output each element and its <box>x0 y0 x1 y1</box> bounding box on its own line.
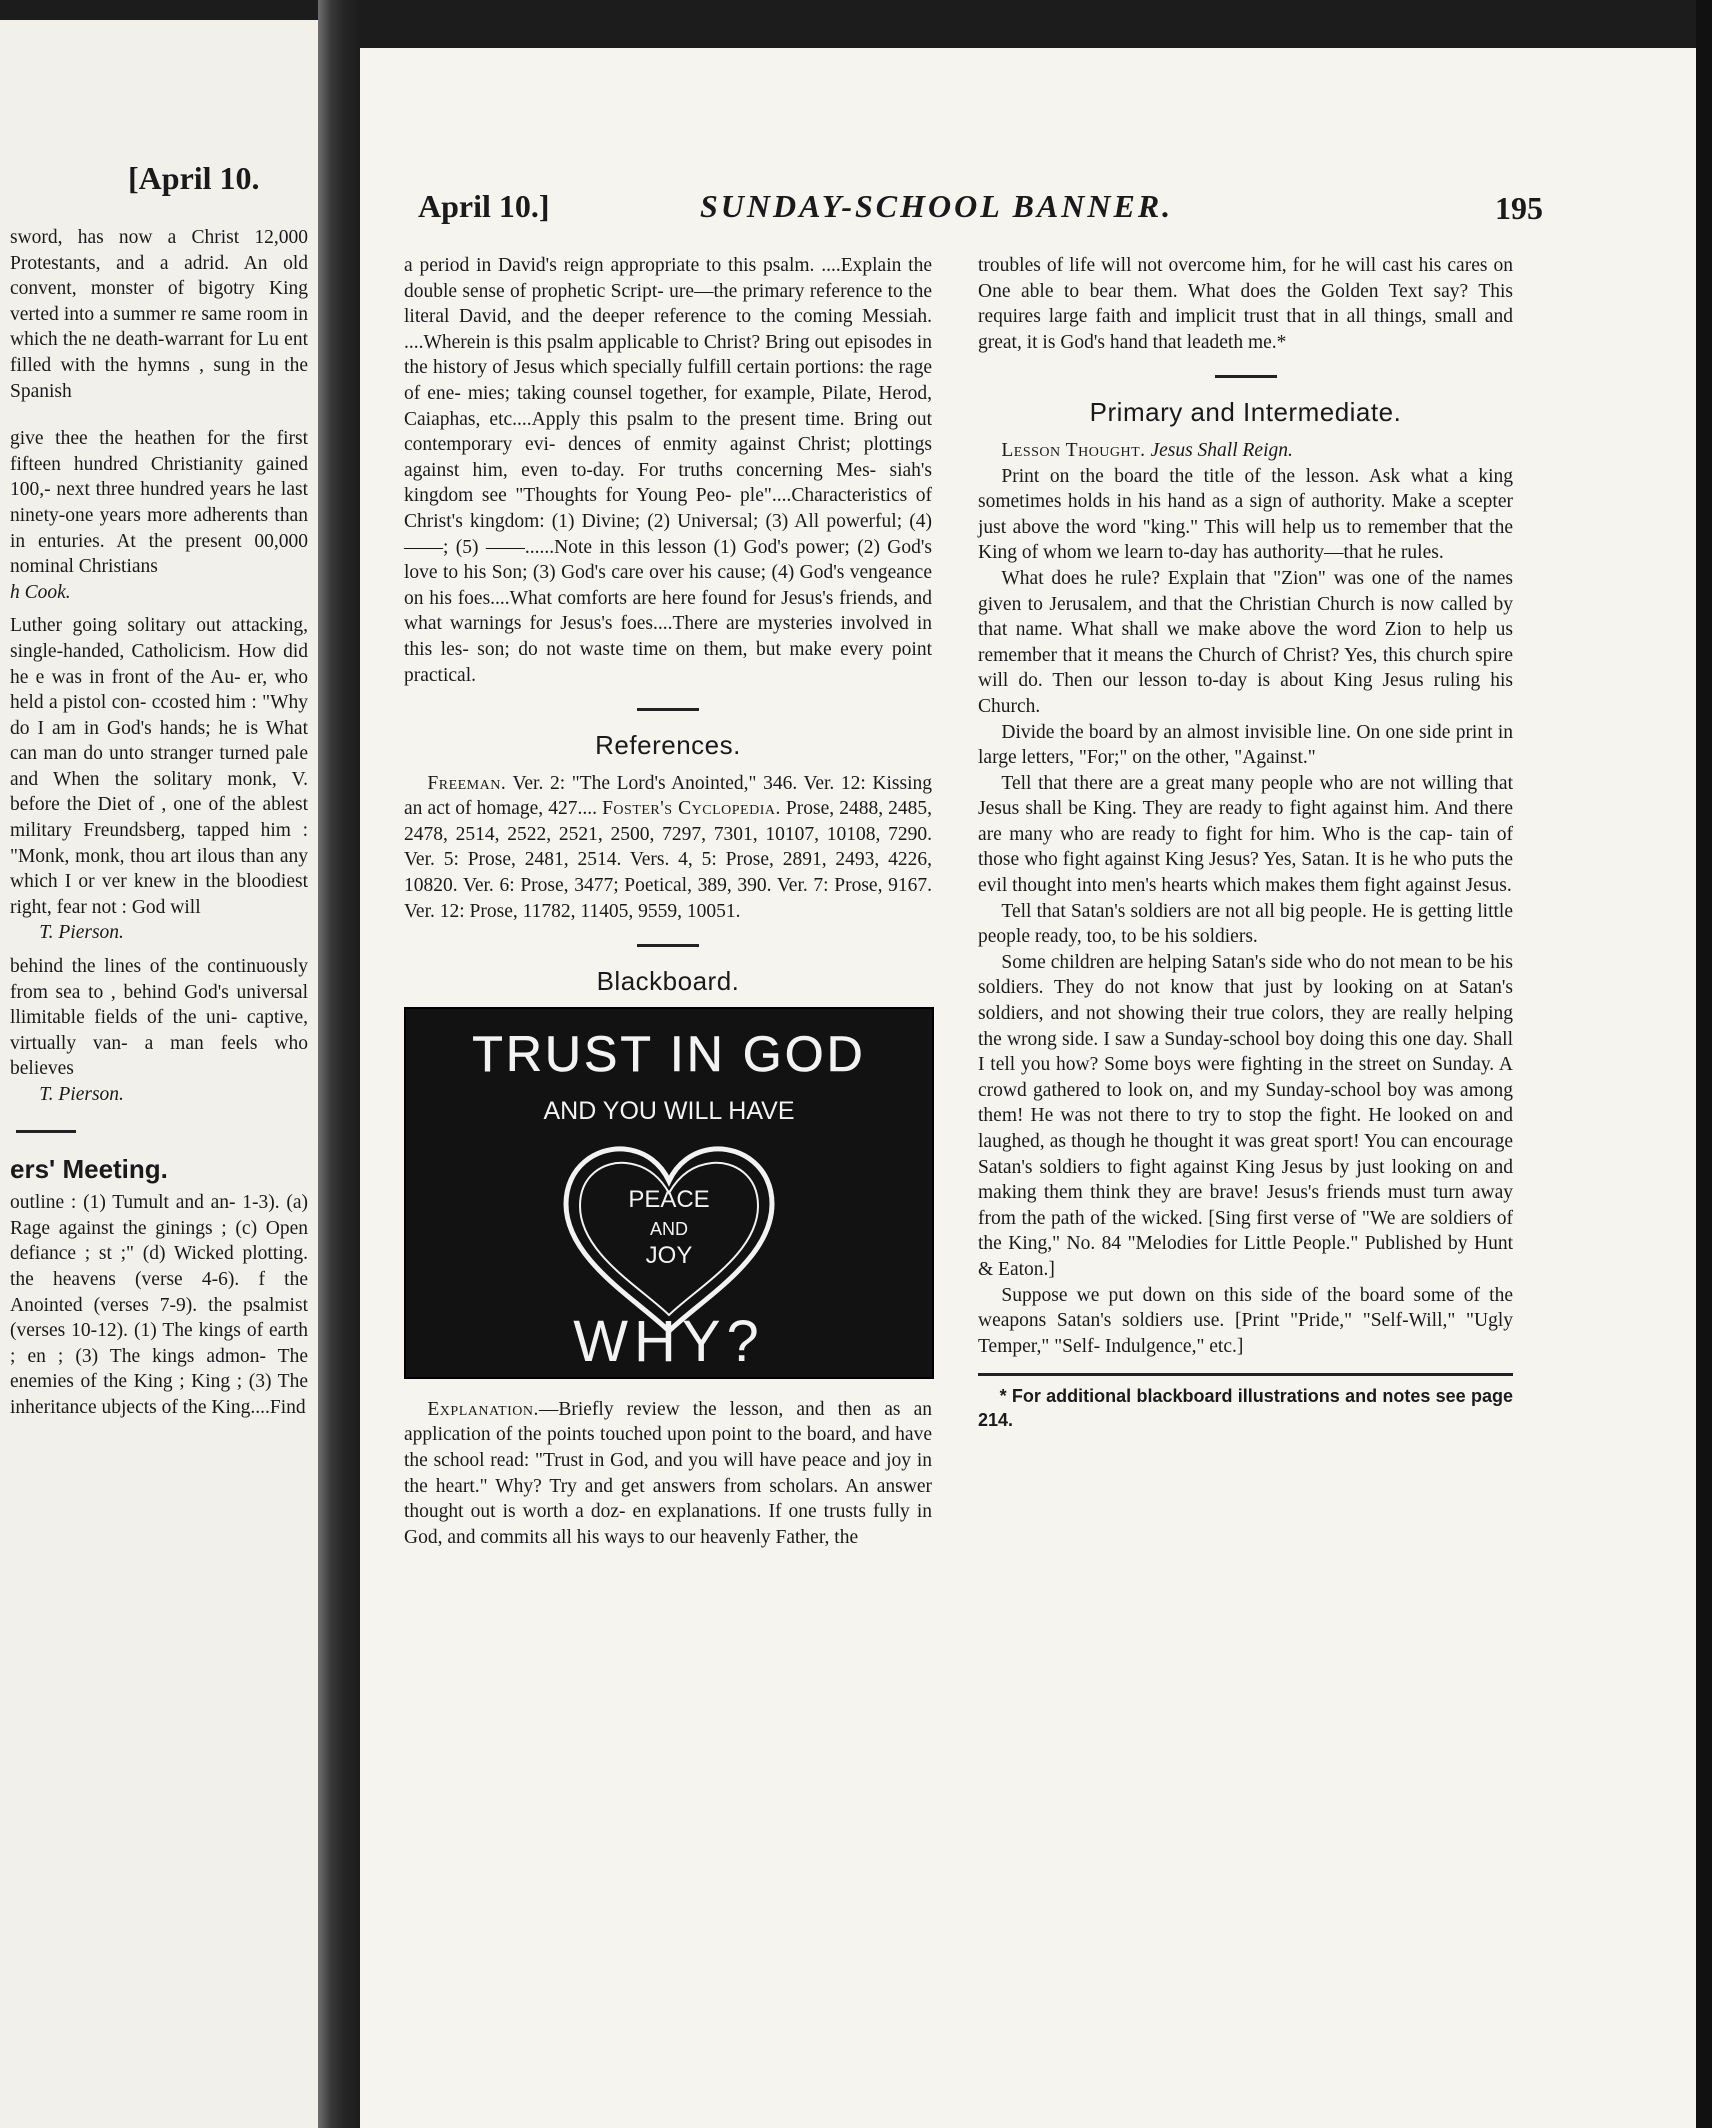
facing-page-column <box>10 225 308 1421</box>
lesson-paragraph: Suppose we put down on this side of the board some of the weapons Satan's soldiers use. [Print "Pride," "Self-Will," "Ugly Temper," "Self- Indulgence," etc.] <box>978 1284 1513 1357</box>
magazine-page <box>360 48 1712 2128</box>
references-text: Ver. 2: "The Lord's Anointed," 346. Ver. 12: Kissing an act of homage, 427.... <box>404 772 932 820</box>
references-lead: Freeman. <box>427 772 507 794</box>
page-edge-shadow <box>1696 0 1712 2128</box>
lesson-paragraph: Some children are helping Satan's side who do not mean to be his soldiers. They do not know that just by looking on at Satan's soldiers, and not showing their true colors, they are really helping the wrong side. I saw a Sunday-school boy doing this one day. Shall I tell you how? Some boys were fighting in the street on Sunday. A crowd gathered to look on, and my Sunday-school boy was among them! He was not there to try to stop the fight. He looked on and laughed, as though he thought it was great sport! You can encourage Satan's soldiers to fight against King Jesus by just looking on and making them think they are brave! Jesus's friends must turn away from the path of the wicked. [Sing first verse of "We are soldiers of the King," No. 84 "Melodies for Little People." Published by Hunt & Eaton.] <box>978 951 1513 1280</box>
references-paragraph <box>404 771 932 925</box>
explanation-lead: Explanation. <box>427 1398 539 1420</box>
explanation-paragraph <box>404 1397 932 1551</box>
fosters-lead: Foster's Cyclopedia. <box>602 798 781 820</box>
references-heading: References. <box>595 730 741 761</box>
fosters-text: Prose, 2488, 2485, 2478, 2514, 2522, 2521, 2500, 7297, 7301, 10107, 10108, 7290. Ver. 5: Prose, 2481, 2514. Vers. 4, 5: Prose, 2891, 2493, 4226, 10820. Ver. 6: Prose, 3477; Poetical, 389, 390. Ver. 7: Prose, 9167. Ver. 12: Prose, 11782, 11405, 9559, 10051. <box>404 798 933 922</box>
header-title: SUNDAY-SCHOOL BANNER. <box>700 188 1174 224</box>
explanation-text: —Briefly review the lesson, and then as an application of the points touched upon point to the board, and have the school read: "Trust in God, and you will have peace and joy in the heart." Why? Try and get answers from scholars. An answer thought out is worth a doz- en explanations. If one trusts fully in God, and commits all his ways to our heavenly Father, the <box>404 1398 932 1548</box>
lesson-paragraph: What does he rule? Explain that "Zion" was one of the names given to Jerusalem, and that the Christian Church is now called by that name. What shall we make above the word Zion to help us remember that it means the Church of Christ? Yes, this church spire will do. Then our lesson to-day is about King Jesus ruling his Church. <box>978 567 1513 717</box>
facing-paragraph: outline : (1) Tumult and an- 1-3). (a) Rage against the ginings ; (c) Open defiance ; st ;" (d) Wicked plotting. the heavens (verse 4-6). f the Anointed (verses 7-9). the psalmist (verses 10-12). (1) The kings of earth ; en ; (3) The kings admon- The enemies of the King ; King ; (3) The inheritance ubjects of the King....Find <box>10 1192 308 1418</box>
footnote: * For additional blackboard illustrations and notes see page 214. <box>978 1386 1513 1431</box>
divider-rule <box>637 708 699 711</box>
blackboard-heading: Blackboard. <box>596 966 740 997</box>
lesson-paragraph: Tell that Satan's soldiers are not all big people. He is getting little people ready, too, to be his soldiers. <box>978 900 1513 948</box>
heart-word-peace: PEACE <box>628 1185 710 1213</box>
primary-heading: Primary and Intermediate. <box>1089 397 1402 428</box>
blackboard-line3: WHY? <box>573 1308 765 1374</box>
blackboard-line1: TRUST IN GOD <box>472 1025 866 1082</box>
facing-attribution: T. Pierson. <box>39 922 124 944</box>
right-column <box>978 253 1513 1432</box>
footnote-rule <box>978 1373 1513 1376</box>
facing-paragraph: give thee the heathen for the first fifteen hundred Christianity gained 100,- next three hundred years he last ninety-one years more adherents than in enturies. At the present 00,000 nominal Christians <box>10 428 308 578</box>
lesson-thought-lead: Lesson Thought. <box>1001 439 1146 461</box>
lesson-paragraph: Divide the board by an almost invisible line. On one side print in large letters, "For;" on the other, "Against." <box>978 721 1513 769</box>
blackboard-illustration <box>404 1007 934 1379</box>
facing-paragraph: behind the lines of the continuously from sea to , behind God's universal llimitable fields of the uni- captive, virtually van- a man feels who believes <box>10 956 308 1080</box>
book-gutter <box>318 0 360 2128</box>
lesson-paragraph: Tell that there are a great many people who are not willing that Jesus shall be King. They are ready to fight against him. And there are many who are ready to fight for him. Who is the cap- tain of those who fight against King Jesus? Yes, Satan. It is he who puts the evil thought into men's hearts which makes them fight against Jesus. <box>978 772 1513 897</box>
facing-attribution: h Cook. <box>10 581 71 603</box>
facing-heading: ers' Meeting. <box>10 1153 168 1184</box>
heart-word-and: AND <box>649 1218 689 1239</box>
middle-column <box>404 253 932 1550</box>
heart-icon <box>566 1149 772 1331</box>
lesson-thought <box>978 438 1513 464</box>
divider-rule <box>1215 375 1277 378</box>
divider-rule <box>16 1130 76 1133</box>
divider-rule <box>637 944 699 947</box>
heart-word-joy: JOY <box>645 1241 693 1269</box>
header-date: April 10.] <box>418 188 550 224</box>
facing-paragraph: sword, has now a Christ 12,000 Protestants, and a adrid. An old convent, monster of bigotry King verted into a summer re same room in which the ne death-warrant for Lu ent filled with the hymns , sung in the Spanish <box>10 227 308 402</box>
facing-paragraph: Luther going solitary out attacking, single-handed, Catholicism. How did he e was in front of the Au- er, who held a pistol con- ccosted him : "Why do I am in God's hands; he is What can man do unto stranger turned pale and When the solitary monk, V. before the Diet of , one of the ablest military Freundsberg, tapped him : "Monk, monk, thou art ilous than any which I or ver knew in the bloodiest right, fear not : God will <box>10 615 308 918</box>
continuation-paragraph: troubles of life will not overcome him, for he will cast his cares on One able to bear them. What does the Golden Text say? This requires large faith and implicit trust that in all things, small and great, it is God's hand that leadeth me.* <box>978 255 1513 353</box>
intro-paragraph: a period in David's reign appropriate to this psalm. ....Explain the double sense of prophetic Script- ure—the primary reference to the literal David, and the deeper reference to the coming Messiah. ....Wherein is this psalm applicable to Christ? Bring out episodes in the history of Jesus which specially fulfill certain portions: the rage of ene- mies; taking counsel together, for example, Pilate, Herod, Caiaphas, etc....Apply this psalm to the present time. Bring out contemporary evi- dences of enmity against Christ; plottings against him, even to-day. For truths concerning Mes- siah's kingdom see "Thoughts for Young Peo- ple"....Characteristics of Christ's kingdom: (1) Divine; (2) Universal; (3) All powerful; (4) ——; (5) ——......Note in this lesson (1) God's power; (2) God's love to his Son; (3) God's care over his cause; (4) God's vengeance on his foes....What comforts are here found for Jesus's friends, and what warnings for Jesus's foes....There are mysteries involved in this les- son; do not waste time on them, but make every point practical. <box>404 255 932 686</box>
lesson-thought-title: Jesus Shall Reign. <box>1150 439 1293 461</box>
facing-page-date: [April 10. <box>128 160 260 196</box>
lesson-paragraph: Print on the board the title of the lesson. Ask what a king sometimes holds in his hand as a sign of authority. Make a scepter just above the word "king." This will help us to remember that the King of whom we learn to-day has authority—that he rules. <box>978 465 1513 564</box>
facing-attribution: T. Pierson. <box>39 1084 124 1105</box>
header-page-number: 195 <box>1495 190 1543 226</box>
facing-page-fragment <box>0 20 320 2128</box>
blackboard-line2: AND YOU WILL HAVE <box>543 1096 795 1125</box>
blackboard-drawing <box>406 1009 932 1377</box>
